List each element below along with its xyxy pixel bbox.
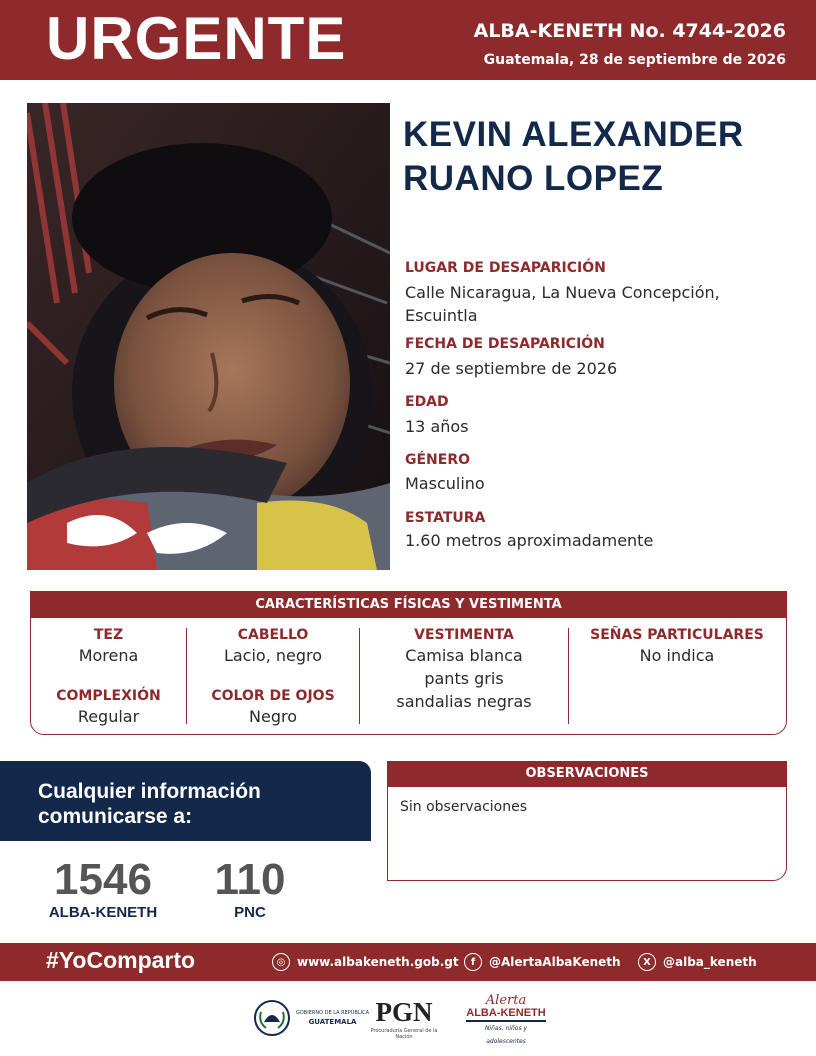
website-link[interactable] [272,953,459,971]
gov-line1: GOBIERNO DE LA REPÚBLICA [296,1010,370,1016]
facebook-link[interactable] [464,953,621,971]
characteristics-title: CARACTERÍSTICAS FÍSICAS Y VESTIMENTA [30,591,787,618]
website-text: www.albakeneth.gob.gt [297,955,459,969]
ojos-label: COLOR DE OJOS [211,688,335,704]
genero-value: Masculino [405,474,485,493]
alert-number: ALBA-KENETH No. 4744-2026 [473,20,786,42]
gov-logo [252,998,369,1038]
gov-seal-icon [252,998,292,1038]
cabello-value: Lacio, negro [223,646,323,665]
phone-pnc[interactable] [206,856,294,921]
phone-alba-keneth[interactable] [40,856,166,921]
contact-text [38,779,261,829]
estatura-value: 1.60 metros aproximadamente [405,531,654,550]
pgn-logo [364,996,444,1040]
senas-value: No indica [639,646,715,665]
gov-line2: GUATEMALA [308,1018,357,1026]
complexion-label: COMPLEXIÓN [56,688,161,704]
hashtag[interactable]: #YoComparto [46,947,196,973]
contact-line2: comunicarse a: [38,805,193,828]
phone-number: 110 [214,855,286,904]
facebook-text: @AlertaAlbaKeneth [489,955,621,969]
tez-value: Morena [78,646,139,665]
alba-keneth-logo [466,994,546,1048]
vestimenta-label: VESTIMENTA [414,627,514,643]
phone-number: 1546 [54,855,152,904]
edad-label: EDAD [405,394,449,410]
estatura-label: ESTATURA [405,510,486,526]
contact-line1: Cualquier información [38,780,261,803]
alert-date: Guatemala, 28 de septiembre de 2026 [483,52,786,68]
person-name-line2: RUANO LOPEZ [403,159,664,198]
observations-title: OBSERVACIONES [387,761,787,787]
vestimenta-line1: Camisa blanca [405,646,523,665]
lugar-label: LUGAR DE DESAPARICIÓN [405,260,606,276]
pgn-text: PGN [375,997,433,1027]
tez-label: TEZ [93,627,124,643]
person-name-line1: KEVIN ALEXANDER [403,115,744,154]
header-bar [0,0,816,80]
genero-label: GÉNERO [405,452,471,468]
urgent-title: URGENTE [46,5,347,72]
person-name [403,113,803,201]
edad-value: 13 años [405,417,469,436]
tez-column [31,626,186,728]
missing-person-photo [27,103,390,570]
characteristics-panel [30,591,787,735]
facebook-icon: f [464,953,482,971]
fecha-label: FECHA DE DESAPARICIÓN [405,336,605,352]
vestimenta-column [360,626,568,713]
observations-panel [387,761,787,881]
x-text: @alba_keneth [663,955,757,969]
alba-keneth-text: ALBA-KENETH [466,1007,546,1022]
pgn-caption: Procuraduría General de la Nación [370,1028,438,1040]
footer-bar [0,943,816,981]
cabello-label: CABELLO [237,627,309,643]
cabello-column [187,626,359,728]
phone-caption: PNC [234,904,266,921]
globe-icon: ◎ [272,953,290,971]
senas-label: SEÑAS PARTICULARES [590,627,764,643]
senas-column [569,626,785,667]
phone-caption: ALBA-KENETH [48,904,158,921]
complexion-value: Regular [77,707,140,726]
ojos-value: Negro [249,707,297,726]
vestimenta-line2: pants gris [424,669,504,688]
contact-banner [0,761,371,841]
logos-row [0,994,816,1046]
x-icon: X [638,953,656,971]
observations-text: Sin observaciones [400,799,528,815]
alerta-text: Alerta [485,993,527,1008]
alba-caption: Niñas, niños y adolescentes [484,1025,528,1045]
vestimenta-line3: sandalias negras [396,692,532,711]
x-link[interactable] [638,953,757,971]
fecha-value: 27 de septiembre de 2026 [405,359,618,378]
lugar-value: Calle Nicaragua, La Nueva Concepción, Escuintla [405,283,720,325]
